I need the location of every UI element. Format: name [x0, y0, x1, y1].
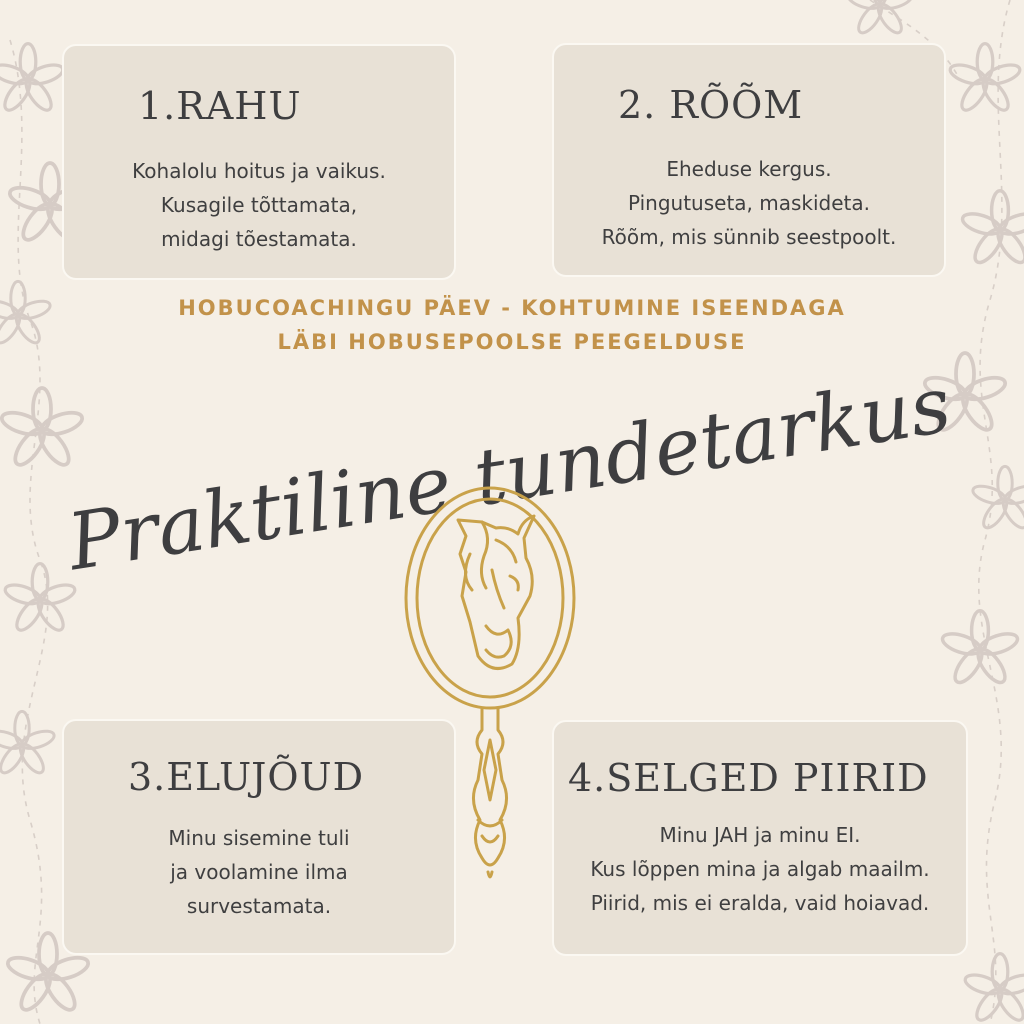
- horse-mirror-icon: [400, 480, 580, 900]
- card-line: ja voolamine ilma: [170, 860, 348, 884]
- card-title: 4.SELGED PIIRID: [568, 756, 929, 800]
- card-line: Minu sisemine tuli: [168, 826, 350, 850]
- card-title: 3.ELUJÕUD: [128, 755, 365, 799]
- script-title-text: Praktiline tundetarkus: [62, 360, 957, 589]
- card-line: Piirid, mis ei eralda, vaid hoiavad.: [590, 891, 930, 915]
- card-line: midagi tõestamata.: [161, 227, 357, 251]
- card-line: Kus lõppen mina ja algab maailm.: [590, 857, 930, 881]
- card-line: Kohalolu hoitus ja vaikus.: [132, 159, 386, 183]
- card-line: Rõõm, mis sünnib seestpoolt.: [601, 225, 897, 249]
- card-line: Eheduse kergus.: [666, 157, 832, 181]
- subtitle-line-1: HOBUCOACHINGU PÄEV - KOHTUMINE ISEENDAGA: [178, 296, 846, 320]
- card-line: Kusagile tõttamata,: [160, 193, 358, 217]
- card-title: 2. RÕÕM: [618, 83, 804, 127]
- card-line: Minu JAH ja minu EI.: [659, 823, 861, 847]
- subtitle-line-2: LÄBI HOBUSEPOOLSE PEEGELDUSE: [277, 330, 747, 354]
- card-line: survestamata.: [186, 894, 332, 918]
- card-line: Pingutuseta, maskideta.: [627, 191, 871, 215]
- card-title: 1.RAHU: [138, 84, 302, 128]
